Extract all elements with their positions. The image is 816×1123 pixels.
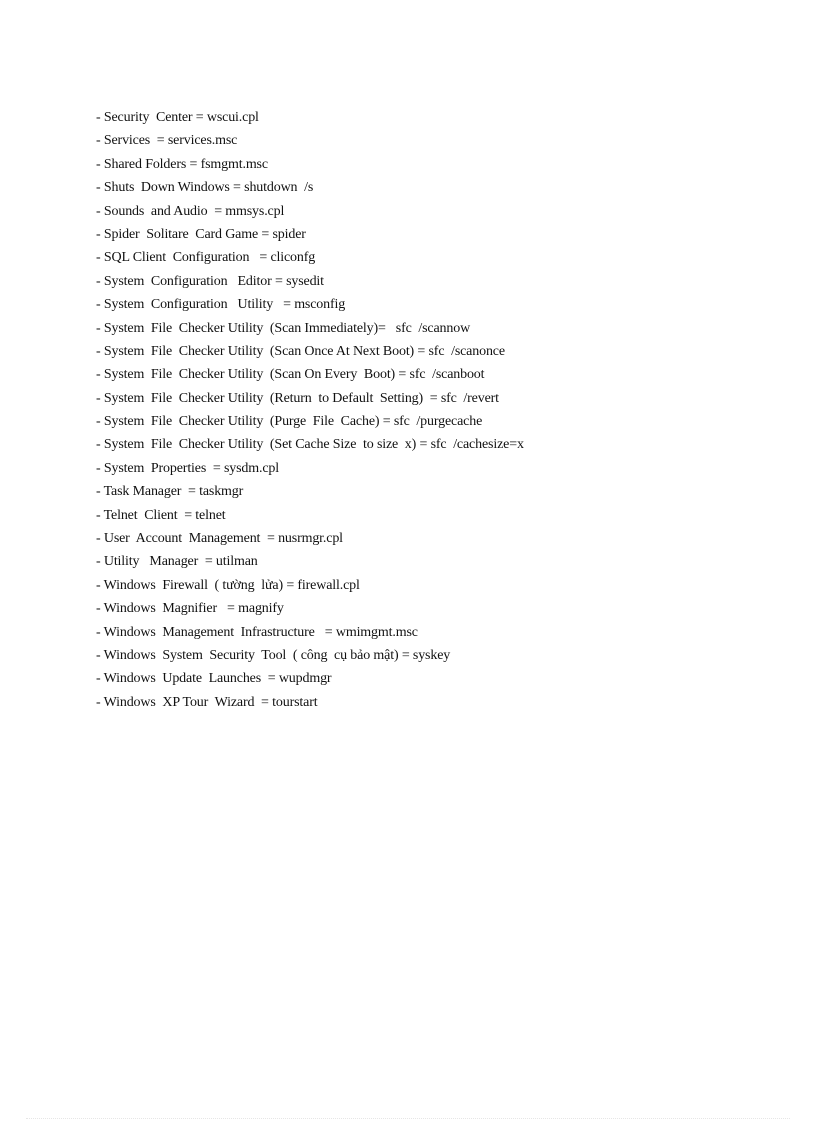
list-item: - Windows Magnifier = magnify: [96, 601, 284, 617]
list-item: - Telnet Client = telnet: [96, 507, 226, 523]
list-item: - Windows Update Launches = wupdmgr: [96, 671, 332, 687]
list-item: - Windows XP Tour Wizard = tourstart: [96, 694, 318, 710]
list-item: - Utility Manager = utilman: [96, 554, 258, 570]
command-list: [96, 106, 524, 714]
list-item: - Security Center = wscui.cpl: [96, 110, 259, 125]
list-item: - Shuts Down Windows = shutdown /s: [96, 180, 314, 196]
list-item: - System Properties = sysdm.cpl: [96, 460, 279, 476]
list-item: - Spider Solitare Card Game = spider: [96, 226, 306, 242]
list-item: - System File Checker Utility (Set Cache Size to size x) = sfc /cachesize=x: [96, 437, 524, 453]
list-item: - SQL Client Configuration = cliconfg: [96, 250, 316, 266]
list-item: - System File Checker Utility (Scan Once At Next Boot) = sfc /scanonce: [96, 343, 505, 359]
list-item: - System File Checker Utility (Return to Default Setting) = sfc /revert: [96, 390, 499, 406]
list-item: - System File Checker Utility (Scan Immediately)= sfc /scannow: [96, 320, 471, 336]
list-item: - Windows Firewall ( tường lửa) = firewall.cpl: [96, 577, 360, 593]
list-item: - Sounds and Audio = mmsys.cpl: [96, 203, 285, 219]
list-item: - System Configuration Editor = sysedit: [96, 273, 324, 289]
list-item: - Shared Folders = fsmgmt.msc: [96, 156, 268, 172]
list-item: - Task Manager = taskmgr: [96, 484, 244, 500]
list-item: - System File Checker Utility (Purge File Cache) = sfc /purgecache: [96, 414, 483, 430]
list-item: - Windows System Security Tool ( công cụ bảo mật) = syskey: [96, 647, 451, 663]
list-item: - User Account Management = nusrmgr.cpl: [96, 531, 343, 547]
list-item: - System File Checker Utility (Scan On Every Boot) = sfc /scanboot: [96, 367, 485, 383]
list-item: - Services = services.msc: [96, 133, 238, 149]
list-item: - System Configuration Utility = msconfig: [96, 297, 346, 313]
list-item: - Windows Management Infrastructure = wmimgmt.msc: [96, 624, 418, 640]
page-bottom-divider: [26, 1118, 790, 1119]
